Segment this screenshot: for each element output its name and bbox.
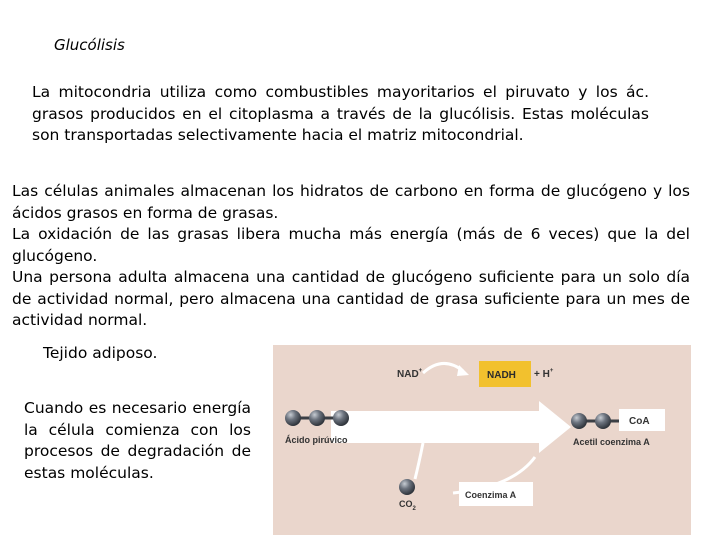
acetyl-atom	[571, 413, 587, 429]
nadh-label: NADH	[487, 370, 516, 381]
pyruvate-atom	[309, 410, 325, 426]
co2-release-arrow	[415, 443, 423, 479]
storage-text-block	[12, 181, 690, 332]
pyruvate-oxidation-figure	[273, 345, 691, 535]
nad-label: NAD+	[397, 368, 423, 380]
pyruvic-acid-label: Ácido pirúvico	[285, 435, 348, 445]
co2-label: $CO_2$	[399, 499, 416, 512]
pyruvate-atom	[285, 410, 301, 426]
co2-molecule	[399, 479, 415, 495]
nad-arrowhead	[457, 365, 469, 376]
pyruvate-oxidation-diagram	[273, 345, 691, 535]
proton-label: + H+	[534, 368, 554, 380]
page-title: Glucólisis	[54, 36, 125, 54]
storage-paragraph: Las células animales almacenan los hidratos de carbono en forma de glucógeno y los ácidos grasos en forma de grasas.	[12, 182, 690, 222]
coenzyme-a-label: Coenzima A	[465, 490, 517, 500]
intro-paragraph: La mitocondria utiliza como combustibles mayoritarios el piruvato y los ác. grasos producidos en el citoplasma a través de la glucólisis. Estas moléculas son transportadas selectivamente hacia el matriz mitocondrial.	[32, 83, 649, 144]
pyruvate-atom	[333, 410, 349, 426]
degradation-paragraph: Cuando es necesario energía la célula comienza con los procesos de degradación de estas moléculas.	[24, 399, 251, 482]
main-reaction-arrow	[331, 401, 571, 453]
acetyl-coa-label: Acetil coenzima A	[573, 437, 650, 447]
acetyl-atom	[595, 413, 611, 429]
nad-reduction-arrow	[423, 363, 463, 373]
section-subtitle: Tejido adiposo.	[43, 344, 158, 362]
oxidation-paragraph: La oxidación de las grasas libera mucha más energía (más de 6 veces) que la del glucógeno.	[12, 225, 690, 265]
reserves-paragraph: Una persona adulta almacena una cantidad de glucógeno suficiente para un solo día de actividad normal, pero almacena una cantidad de grasa suficiente para un mes de actividad normal.	[12, 268, 690, 329]
coa-label: CoA	[629, 416, 650, 427]
